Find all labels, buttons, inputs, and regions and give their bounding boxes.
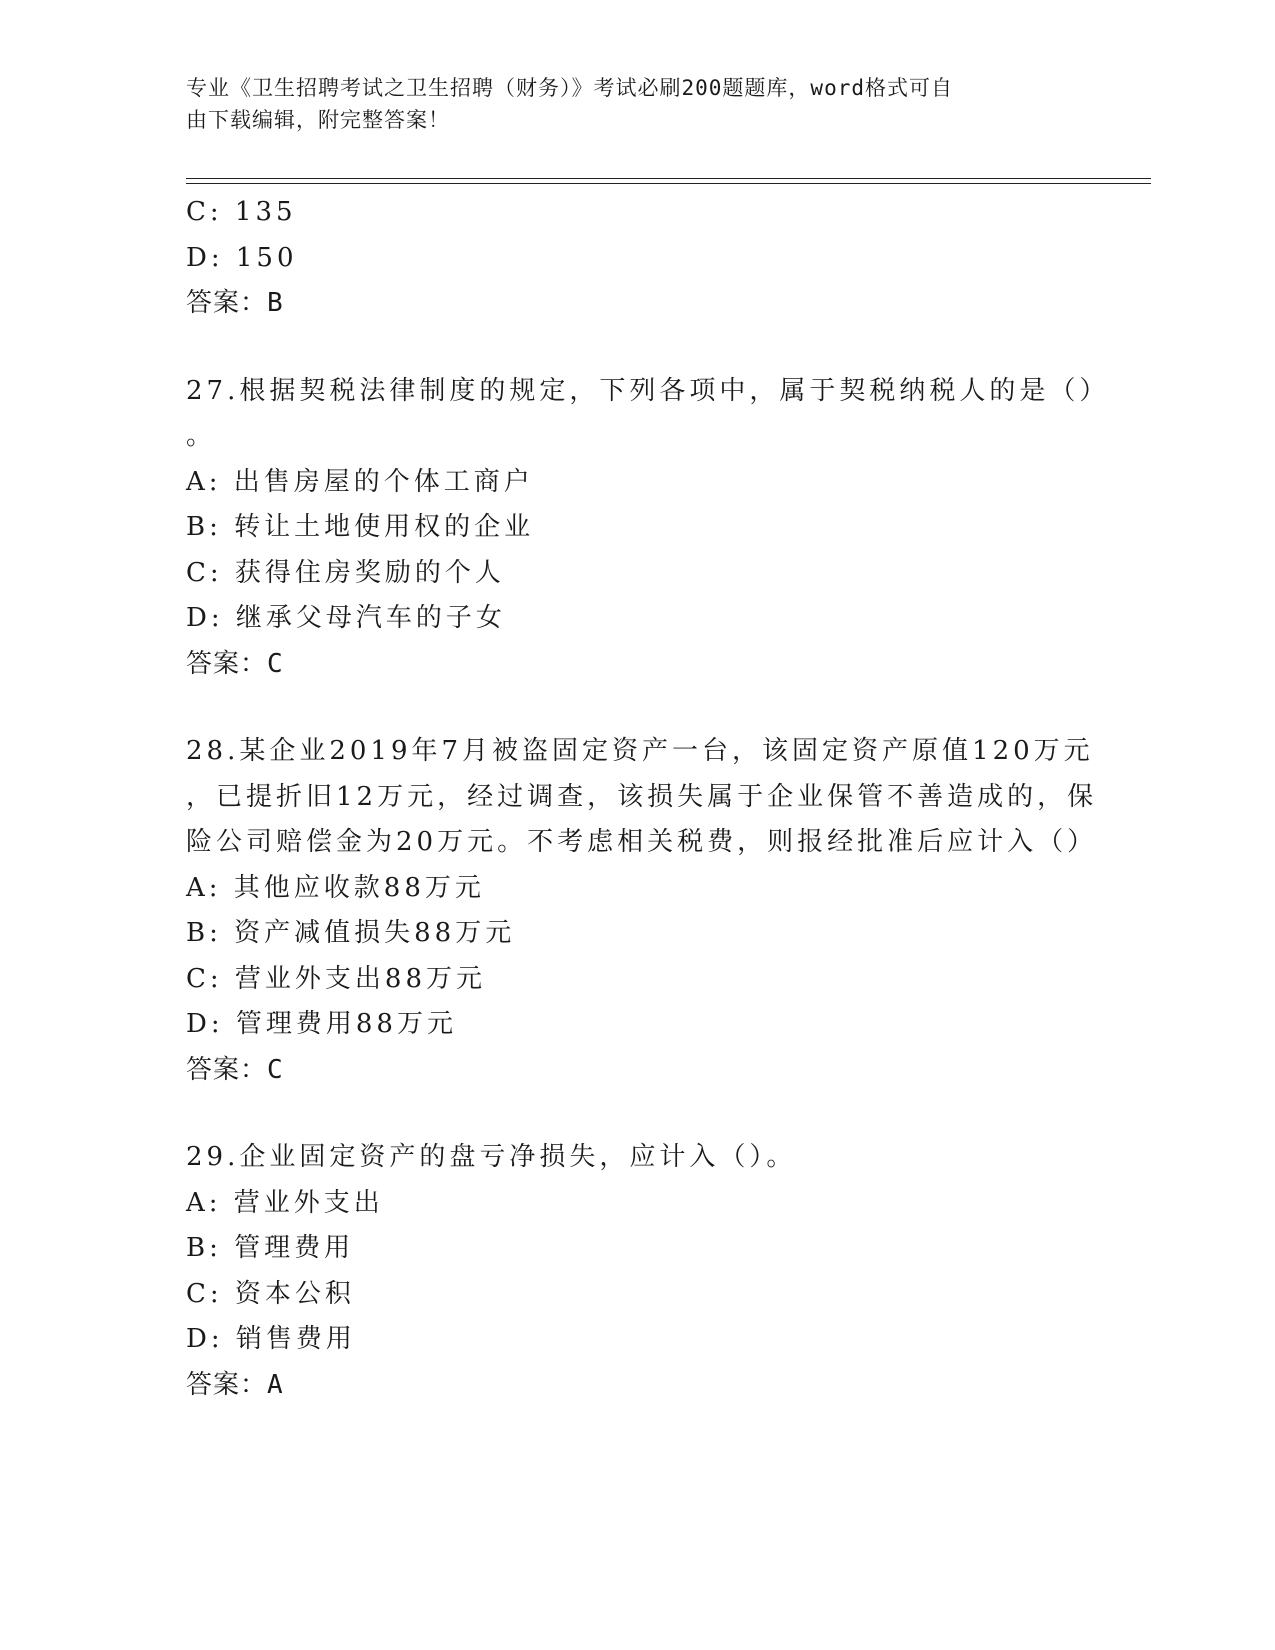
header-line-1: 专业《卫生招聘考试之卫生招聘（财务）》考试必刷200题题库，word格式可自 (186, 76, 953, 100)
question-stem-line: 29.企业固定资产的盘亏净损失，应计入（）。 (186, 1142, 797, 1172)
option-b: B: 资产减值损失88万元 (186, 918, 516, 948)
option-a: A: 出售房屋的个体工商户 (186, 466, 534, 497)
question-27 (186, 369, 1110, 688)
question-list (186, 190, 1110, 1408)
option-c: C: 获得住房奖励的个人 (186, 557, 505, 588)
option-b: B: 转让土地使用权的企业 (186, 512, 535, 542)
header-divider-bottom (186, 183, 1151, 184)
question-29 (186, 1135, 1086, 1408)
option-d: D: 管理费用88万元 (186, 1009, 457, 1039)
question-spacer (186, 687, 1086, 729)
answer-line: 答案：A (186, 1369, 284, 1400)
question-spacer (186, 1093, 1086, 1135)
document-header (186, 72, 1066, 136)
prev-question (186, 190, 1086, 327)
option-d: D: 继承父母汽车的子女 (186, 603, 506, 633)
question-stem-line: ，已提折旧12万元，经过调查，该损失属于企业保管不善造成的，保 (186, 781, 1098, 812)
option-c: C: 135 (186, 197, 297, 227)
answer-line: 答案：B (186, 288, 284, 318)
option-a: A: 营业外支出 (186, 1187, 384, 1218)
question-stem-line: 。 (186, 421, 217, 451)
option-c: C: 资本公积 (186, 1278, 355, 1309)
option-a: A: 其他应收款88万元 (186, 872, 485, 903)
question-stem-line: 27.根据契税法律制度的规定，下列各项中，属于契税纳税人的是（） (186, 375, 1110, 406)
question-stem-line: 28.某企业2019年7月被盗固定资产一台，该固定资产原值120万元 (186, 736, 1094, 766)
question-stem-line: 险公司赔偿金为20万元。不考虑相关税费，则报经批准后应计入（） (186, 827, 1098, 857)
option-c: C: 营业外支出88万元 (186, 963, 487, 994)
option-b: B: 管理费用 (186, 1233, 355, 1263)
question-spacer (186, 327, 1086, 369)
question-28 (186, 729, 1098, 1093)
option-d: D: 150 (186, 242, 298, 273)
header-divider-top (186, 178, 1151, 179)
header-line-2: 由下载编辑，附完整答案！ (186, 108, 450, 132)
option-d: D: 销售费用 (186, 1324, 356, 1354)
answer-line: 答案：C (186, 1054, 284, 1085)
answer-line: 答案：C (186, 648, 284, 679)
